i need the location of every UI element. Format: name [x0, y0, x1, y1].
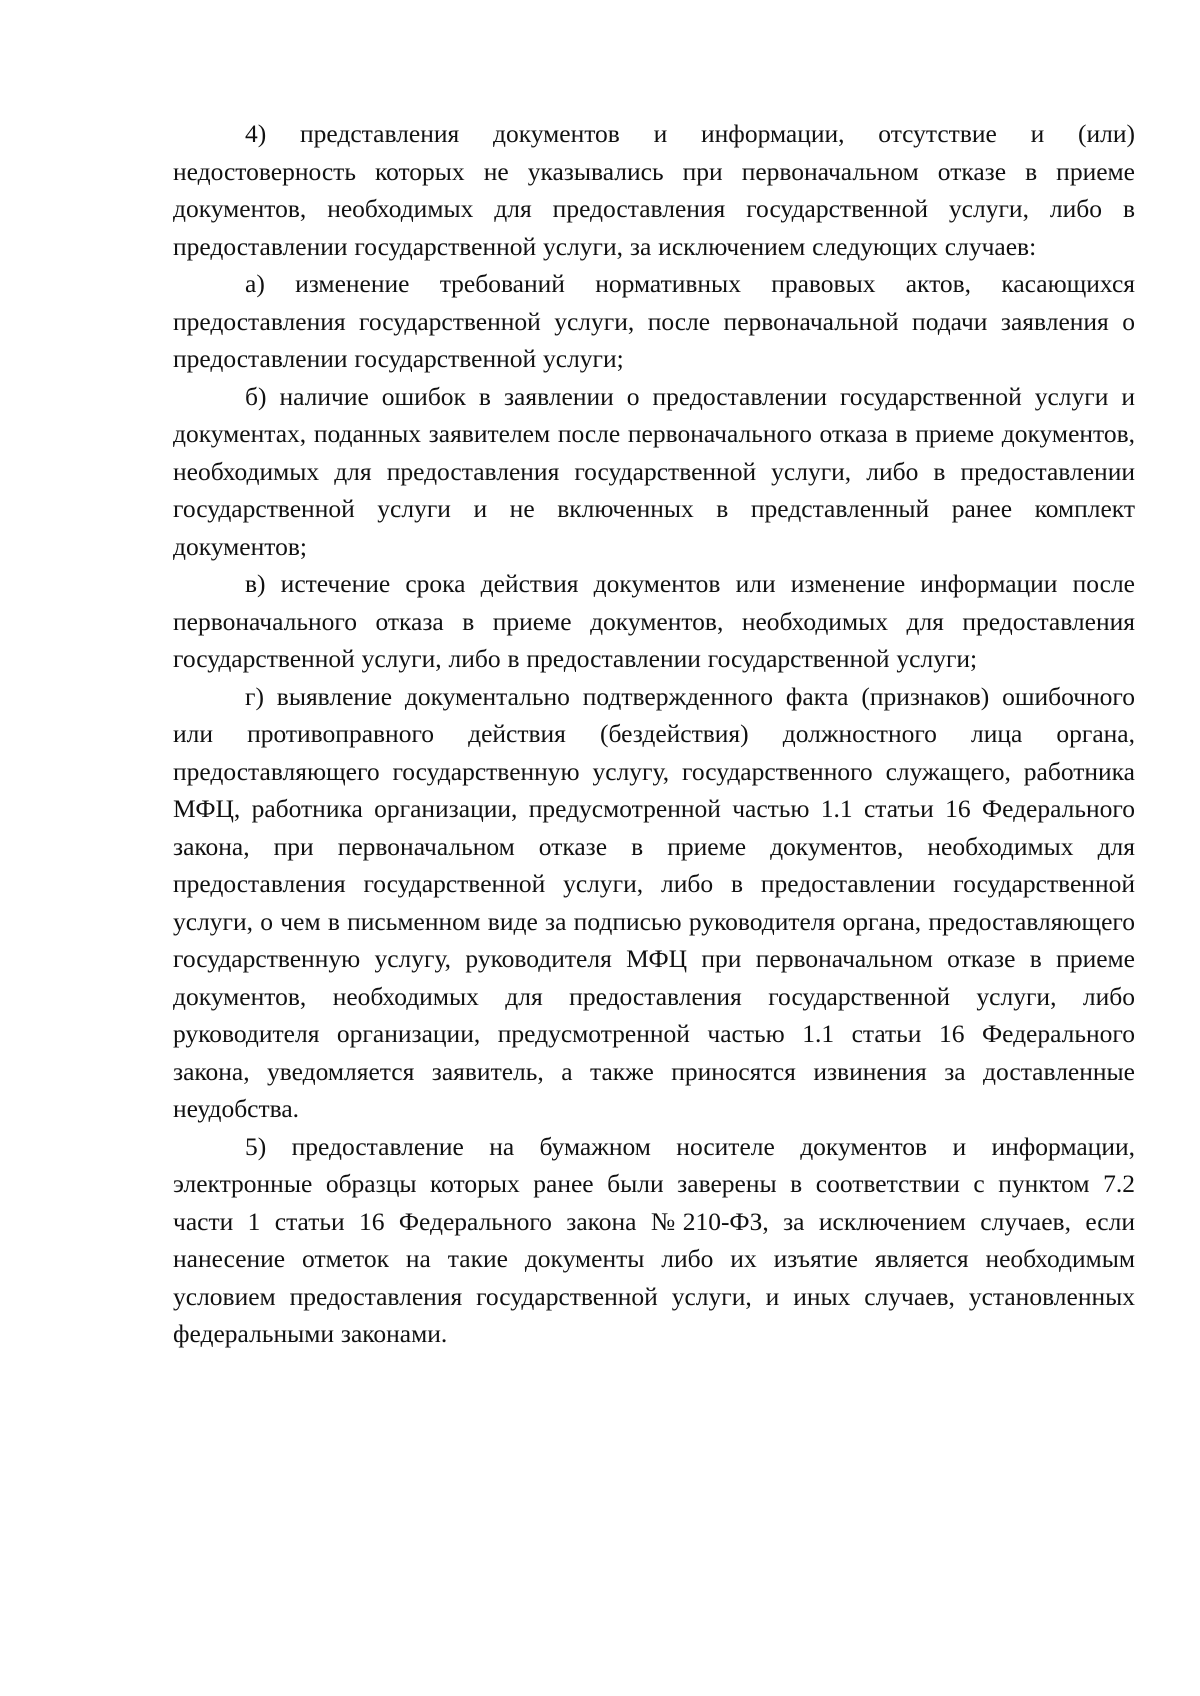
paragraph-subitem-v: в) истечение срока действия документов или изменение информации после первоначального отказа в приеме документов, необходимых для предоставления государственной услуги, либо в предоставлении государственной услуги;: [173, 569, 1135, 673]
paragraph-subitem-b: б) наличие ошибок в заявлении о предоставлении государственной услуги и документах, поданных заявителем после первоначального отказа в приеме документов, необходимых для предоставления государственной услуги, либо в предоставлении государственной услуги и не включенных в представленный ранее комплект документов;: [173, 381, 1135, 561]
paragraph-item-5: 5) предоставление на бумажном носителе документов и информации, электронные образцы которых ранее были заверены в соответствии с пунктом 7.2 части 1 статьи 16 Федерального закона №210-ФЗ, за исключением случаев, если нанесение отметок на такие документы либо их изъятие является необходимым условием предоставления государственной услуги, и иных случаев, установленных федеральными законами.: [173, 1131, 1135, 1348]
paragraph-item-4: 4) представления документов и информации, отсутствие и (или) недостоверность которых не указывались при первоначальном отказе в приеме документов, необходимых для предоставления государственной услуги, либо в предоставлении государственной услуги, за исключением следующих случаев:: [173, 119, 1135, 261]
document-body: [173, 115, 1135, 1353]
paragraph-subitem-g: г) выявление документально подтвержденного факта (признаков) ошибочного или противоправного действия (бездействия) должностного лица органа, предоставляющего государственную услугу, государственного служащего, работника МФЦ, работника организации, предусмотренной частью 1.1 статьи 16 Федерального закона, при первоначальном отказе в приеме документов, необходимых для предоставления государственной услуги, либо в предоставлении государственной услуги, о чем в письменном виде за подписью руководителя органа, предоставляющего государственную услугу, руководителя МФЦ при первоначальном отказе в приеме документов, необходимых для предоставления государственной услуги, либо руководителя организации, предусмотренной частью 1.1 статьи 16 Федерального закона, уведомляется заявитель, а также приносятся извинения за доставленные неудобства.: [173, 681, 1135, 1123]
paragraph-subitem-a: а) изменение требований нормативных правовых актов, касающихся предоставления государственной услуги, после первоначальной подачи заявления о предоставлении государственной услуги;: [173, 269, 1135, 373]
